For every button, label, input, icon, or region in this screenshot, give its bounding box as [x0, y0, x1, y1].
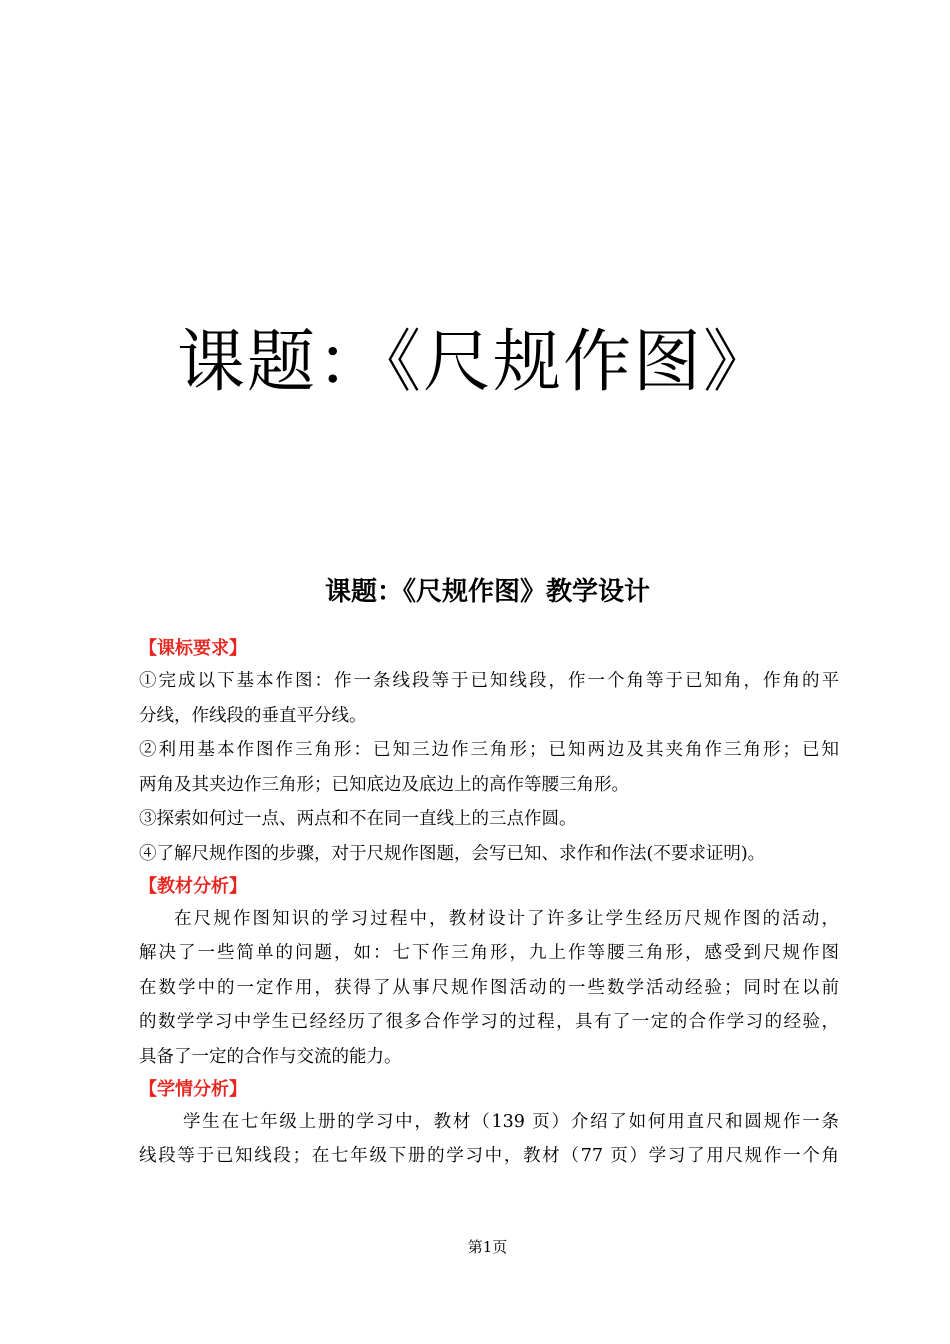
- paragraph-line: ④了解尺规作图的步骤，对于尺规作图题，会写已知、求作和作法(不要求证明)。: [139, 843, 766, 864]
- paragraph-line: 具备了一定的合作与交流的能力。: [139, 1046, 402, 1067]
- paragraph-line: ②利用基本作图作三角形：已知三边作三角形；已知两边及其夹角作三角形；已知: [139, 740, 839, 761]
- document-body: [139, 634, 839, 1174]
- document-title: 课题：《尺规作图》教学设计: [324, 577, 650, 607]
- paragraph-line: 在尺规作图知识的学习过程中，教材设计了许多让学生经历尺规作图的活动，: [174, 908, 839, 929]
- paragraph-line: 在数学中的一定作用，获得了从事尺规作图活动的一些数学活动经验；同时在以前: [139, 977, 839, 998]
- section-heading-student-analysis: 【学情分析】: [139, 1078, 247, 1100]
- section-heading-curriculum-requirements: 【课标要求】: [139, 638, 247, 659]
- paragraph-line: 学生在七年级上册的学习中，教材（139 页）介绍了如何用直尺和圆规作一条: [183, 1111, 839, 1132]
- paragraph-line: 两角及其夹边作三角形；已知底边及底边上的高作等腰三角形。: [139, 774, 629, 795]
- cover-title: 课题：《尺规作图》: [176, 323, 773, 402]
- paragraph-line: 解决了一些简单的问题，如：七下作三角形，九上作等腰三角形，感受到尺规作图: [139, 943, 839, 964]
- paragraph-line: 的数学学习中学生已经经历了很多合作学习的过程，具有了一定的合作学习的经验，: [139, 1012, 839, 1033]
- paragraph-line: ③探索如何过一点、两点和不在同一直线上的三点作圆。: [139, 809, 577, 830]
- paragraph-line: 分线，作线段的垂直平分线。: [139, 705, 367, 726]
- paragraph-line: ①完成以下基本作图：作一条线段等于已知线段，作一个角等于已知角，作角的平: [139, 671, 839, 691]
- page-number: 第1页: [467, 1238, 508, 1256]
- section-heading-textbook-analysis: 【教材分析】: [139, 875, 247, 897]
- paragraph-line: 线段等于已知线段；在七年级下册的学习中，教材（77 页）学习了用尺规作一个角: [139, 1146, 839, 1167]
